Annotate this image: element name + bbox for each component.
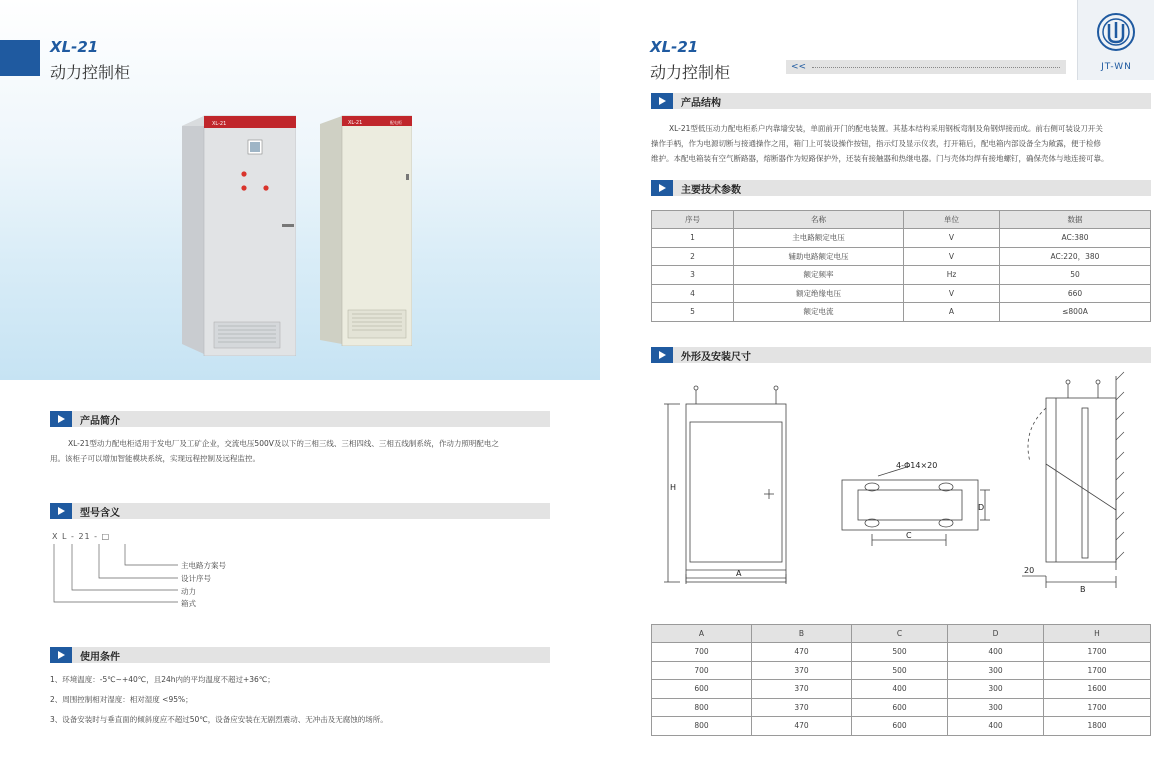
table-cell: 400 bbox=[852, 680, 948, 699]
dotted-leader bbox=[812, 67, 1060, 68]
cabinet-photo-left bbox=[182, 112, 296, 356]
table-cell: V bbox=[904, 284, 1000, 303]
table-cell: Hz bbox=[904, 266, 1000, 285]
table-header-row bbox=[652, 211, 1151, 229]
table-cell: AC:380 bbox=[1000, 229, 1151, 248]
table-header-cell: C bbox=[852, 625, 948, 643]
model-label: 设计序号 bbox=[181, 574, 211, 583]
table-cell: 500 bbox=[852, 661, 948, 680]
model-label: 动力 bbox=[181, 587, 196, 596]
cabinet-photo-right bbox=[320, 114, 412, 346]
section-heading-model: 型号含义 bbox=[80, 507, 120, 519]
table-cell: 600 bbox=[652, 680, 752, 699]
table-cell: 5 bbox=[652, 303, 734, 322]
table-cell: 600 bbox=[852, 717, 948, 736]
table-cell: 700 bbox=[652, 643, 752, 662]
table-header-cell: B bbox=[752, 625, 852, 643]
section-bar-structure bbox=[651, 93, 1151, 109]
section-bar-model bbox=[50, 503, 550, 519]
table-cell: 370 bbox=[752, 698, 852, 717]
structure-line: XL-21型低压动力配电柜系户内靠墙安装，单面前开门的配电装置。其基本结构采用钢板弯制及角钢焊接而成。前右侧可装设刀开关 bbox=[669, 124, 1103, 133]
table-cell: 470 bbox=[752, 717, 852, 736]
section-heading-params: 主要技术参数 bbox=[681, 184, 741, 196]
dimensions-table bbox=[651, 624, 1151, 736]
section-heading-intro: 产品简介 bbox=[80, 415, 120, 427]
table-cell: V bbox=[904, 229, 1000, 248]
page-model-title: XL-21 bbox=[650, 38, 699, 56]
table-cell: 800 bbox=[652, 717, 752, 736]
table-cell: 1600 bbox=[1044, 680, 1151, 699]
section-bar-conditions bbox=[50, 647, 550, 663]
play-icon bbox=[651, 93, 673, 109]
condition-item: 3、设备安装时与垂直面的倾斜度应不超过50℃，设备应安装在无剧烈震动、无冲击及无腐蚀的场所。 bbox=[50, 715, 388, 724]
brand-logo-text: JT-WN bbox=[1101, 62, 1132, 72]
structure-text bbox=[651, 121, 1154, 166]
table-cell: 额定绝缘电压 bbox=[734, 284, 904, 303]
play-icon bbox=[50, 411, 72, 427]
tech-params-table bbox=[651, 210, 1151, 322]
structure-line: 操作手柄，作为电源切断与接通操作之用，箱门上可装设操作按钮，指示灯及显示仪表，打开箱后，配电箱内部设备全为敞露，便于检修 bbox=[651, 139, 1101, 148]
table-row bbox=[652, 229, 1151, 248]
table-row bbox=[652, 717, 1151, 736]
condition-item: 2、周围控制相对湿度：相对湿度 <95%； bbox=[50, 695, 193, 704]
table-cell: 370 bbox=[752, 661, 852, 680]
table-cell: 1700 bbox=[1044, 698, 1151, 717]
table-cell: 1700 bbox=[1044, 661, 1151, 680]
table-cell: 400 bbox=[948, 643, 1044, 662]
nav-dotted-bar bbox=[786, 60, 1066, 74]
play-icon bbox=[50, 503, 72, 519]
table-row bbox=[652, 284, 1151, 303]
cabinet-left-label: XL-21 bbox=[212, 121, 227, 127]
intro-text bbox=[50, 436, 555, 466]
table-header-cell: A bbox=[652, 625, 752, 643]
model-code: X L - 21 - □ bbox=[52, 532, 111, 541]
dim-label-b: B bbox=[1080, 585, 1086, 594]
double-chevron-left-icon: << bbox=[791, 62, 807, 72]
table-cell: 50 bbox=[1000, 266, 1151, 285]
page-subtitle: 动力控制柜 bbox=[50, 63, 131, 82]
table-cell: 辅助电路额定电压 bbox=[734, 247, 904, 266]
section-bar-params bbox=[651, 180, 1151, 196]
table-cell: 300 bbox=[948, 661, 1044, 680]
dim-label-h: H bbox=[670, 483, 677, 492]
table-cell: 370 bbox=[752, 680, 852, 699]
section-heading-conditions: 使用条件 bbox=[80, 651, 120, 663]
brand-logo-box bbox=[1077, 0, 1154, 80]
table-cell: 300 bbox=[948, 680, 1044, 699]
dim-label-d: D bbox=[978, 503, 985, 512]
table-cell: 额定频率 bbox=[734, 266, 904, 285]
table-row bbox=[652, 661, 1151, 680]
page-tab-marker bbox=[0, 40, 40, 76]
table-cell: 2 bbox=[652, 247, 734, 266]
cabinet-right-label: XL-21 bbox=[348, 120, 363, 126]
table-row bbox=[652, 266, 1151, 285]
table-header-cell: 名称 bbox=[734, 211, 904, 229]
page-subtitle: 动力控制柜 bbox=[650, 63, 731, 82]
section-heading-structure: 产品结构 bbox=[681, 97, 721, 109]
table-header-cell: 序号 bbox=[652, 211, 734, 229]
condition-item: 1、环境温度：-5℃~+40℃，且24h内的平均温度不超过+36℃； bbox=[50, 675, 275, 684]
table-cell: 660 bbox=[1000, 284, 1151, 303]
table-cell: 1700 bbox=[1044, 643, 1151, 662]
table-cell: 主电路额定电压 bbox=[734, 229, 904, 248]
dim-label-c: C bbox=[906, 531, 912, 540]
intro-line: 用。该柜子可以增加智能模块系统，实现远程控制及远程监控。 bbox=[50, 454, 260, 463]
table-header-cell: 单位 bbox=[904, 211, 1000, 229]
intro-line: XL-21型动力配电柜适用于发电厂及工矿企业，交流电压500V及以下的三相三线、三相四线、三相五线制系统，作动力照明配电之 bbox=[68, 439, 499, 448]
table-cell: ≤800A bbox=[1000, 303, 1151, 322]
section-bar-intro bbox=[50, 411, 550, 427]
table-cell: V bbox=[904, 247, 1000, 266]
dim-label-a: A bbox=[736, 569, 742, 578]
table-header-row bbox=[652, 625, 1151, 643]
table-cell: 4 bbox=[652, 284, 734, 303]
structure-line: 维护。本配电箱装有空气断路器，熔断器作为短路保护外，还装有接触器和热继电器。门与壳体均焊有接地螺钉，确保壳体与地连接可靠。 bbox=[651, 154, 1109, 163]
play-icon bbox=[50, 647, 72, 663]
table-cell: A bbox=[904, 303, 1000, 322]
table-row bbox=[652, 698, 1151, 717]
table-row bbox=[652, 643, 1151, 662]
play-icon bbox=[651, 347, 673, 363]
table-cell: 800 bbox=[652, 698, 752, 717]
table-row bbox=[652, 247, 1151, 266]
table-cell: 600 bbox=[852, 698, 948, 717]
table-cell: 3 bbox=[652, 266, 734, 285]
dimension-drawings bbox=[650, 370, 1150, 610]
table-header-cell: H bbox=[1044, 625, 1151, 643]
model-label: 主电路方案号 bbox=[181, 561, 226, 570]
model-label: 箱式 bbox=[181, 599, 196, 608]
table-cell: 400 bbox=[948, 717, 1044, 736]
page-model-title: XL-21 bbox=[50, 38, 99, 56]
table-row bbox=[652, 303, 1151, 322]
table-cell: 700 bbox=[652, 661, 752, 680]
table-cell: 1 bbox=[652, 229, 734, 248]
table-cell: 470 bbox=[752, 643, 852, 662]
dim-label-holes: 4-Φ14×20 bbox=[896, 461, 938, 470]
table-cell: AC:220，380 bbox=[1000, 247, 1151, 266]
table-row bbox=[652, 680, 1151, 699]
table-header-cell: D bbox=[948, 625, 1044, 643]
section-bar-dimensions bbox=[651, 347, 1151, 363]
model-code-diagram bbox=[50, 540, 190, 610]
table-cell: 500 bbox=[852, 643, 948, 662]
play-icon bbox=[651, 180, 673, 196]
table-header-cell: 数据 bbox=[1000, 211, 1151, 229]
dim-label-offset: 20 bbox=[1024, 566, 1035, 575]
table-cell: 额定电流 bbox=[734, 303, 904, 322]
brand-logo-icon bbox=[1096, 12, 1136, 52]
conditions-list bbox=[50, 670, 570, 730]
cabinet-right-tag: 配电柜 bbox=[390, 120, 402, 125]
table-cell: 300 bbox=[948, 698, 1044, 717]
section-heading-dimensions: 外形及安装尺寸 bbox=[681, 351, 751, 363]
hero-banner bbox=[0, 0, 600, 380]
table-cell: 1800 bbox=[1044, 717, 1151, 736]
